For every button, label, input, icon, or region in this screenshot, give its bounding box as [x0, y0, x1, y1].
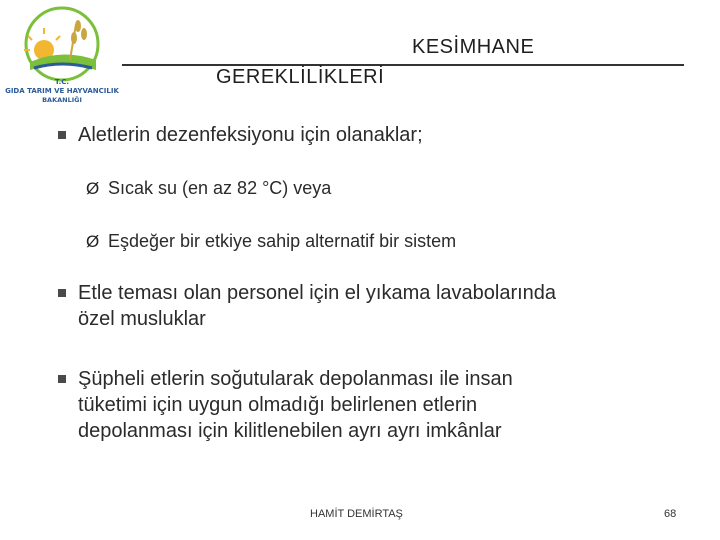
square-bullet-icon: [58, 131, 66, 139]
sub-item-1: [86, 176, 331, 201]
sub-item-2: [86, 229, 456, 254]
bullet-text-line: Şüpheli etlerin soğutularak depolanması ile insan: [78, 368, 513, 390]
footer-author: HAMİT DEMİRTAŞ: [310, 508, 403, 520]
page-title-line-1: KESİMHANE: [412, 36, 535, 58]
logo-tc: T.C.: [54, 78, 70, 86]
bullet-text-line: depolanması için kilitlenebilen ayrı ayrı imkânlar: [78, 420, 502, 442]
logo-line-2: BAKANLIĞI: [42, 96, 82, 104]
logo-line-1: GIDA TARIM VE HAYVANCILIK: [5, 87, 119, 95]
sub-item-text: Sıcak su (en az 82 °C) veya: [108, 178, 332, 198]
arrow-bullet-icon: Ø: [86, 232, 100, 251]
bullet-text-line: tüketimi için uygun olmadığı belirlenen etlerin: [78, 394, 478, 416]
bullet-item-2: [58, 280, 556, 332]
logo-emblem-icon: [4, 4, 120, 84]
page-title-line-2: GEREKLİLİKLERİ: [216, 66, 385, 88]
bullet-item-3: [58, 366, 513, 444]
sub-item-text: Eşdeğer bir etkiye sahip alternatif bir sistem: [108, 231, 457, 251]
square-bullet-icon: [58, 289, 66, 297]
bullet-text-line: özel musluklar: [78, 308, 206, 330]
arrow-bullet-icon: Ø: [86, 179, 100, 198]
logo-caption: [4, 78, 120, 105]
page-number: 68: [664, 508, 677, 520]
title-divider: [122, 64, 684, 66]
bullet-item-1: [58, 122, 423, 148]
bullet-text-line: Etle teması olan personel için el yıkama lavabolarında: [78, 282, 557, 304]
bullet-text: Aletlerin dezenfeksiyonu için olanaklar;: [78, 124, 423, 146]
square-bullet-icon: [58, 375, 66, 383]
